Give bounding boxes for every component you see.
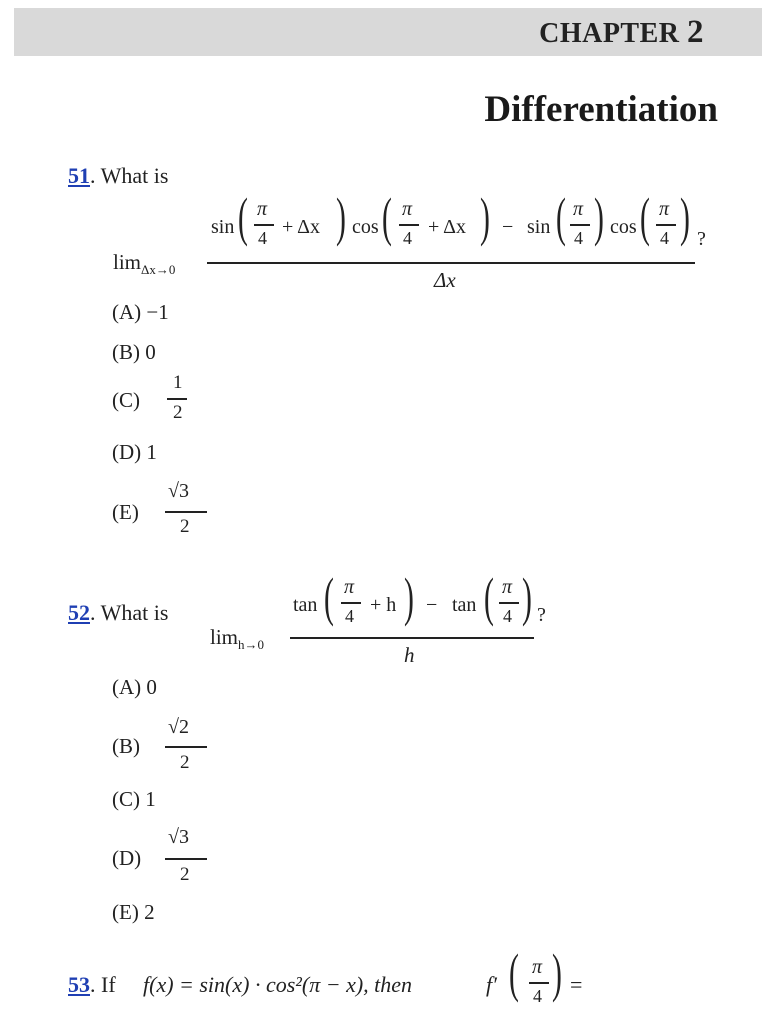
option-a[interactable]: (A) 0 [112, 675, 157, 699]
main-fraction-bar [207, 262, 695, 264]
limit-operator: $\lim_{\Delta x\to 0}$ [113, 250, 176, 278]
pi-symbol: π [402, 198, 413, 220]
denominator-four: 4 [403, 228, 412, 248]
question-prompt: What is [100, 600, 169, 625]
tan-function: tan [452, 594, 477, 616]
paren-right: ) [552, 943, 562, 1003]
paren-left: ( [556, 187, 566, 247]
option-b[interactable]: (B) 0 [112, 340, 156, 364]
plus-delta-x: + Δx [428, 216, 467, 238]
minus-sign: − [426, 594, 438, 616]
chapter-number: 2 [687, 14, 704, 50]
option-c[interactable]: (C) 1 [112, 787, 156, 811]
question-number-link[interactable]: 51 [68, 163, 90, 188]
option-e[interactable]: (E) [112, 500, 139, 524]
page-title: Differentiation [484, 89, 718, 130]
pi-symbol: π [344, 576, 355, 598]
paren-right: ) [404, 567, 414, 627]
option-d[interactable]: (D) 1 [112, 440, 157, 464]
fraction-bar [167, 398, 187, 400]
fraction-denominator: 2 [180, 752, 190, 773]
paren-left: ( [509, 943, 519, 1003]
f-prime: f′ [486, 972, 497, 997]
option-b[interactable]: (B) [112, 734, 140, 758]
fraction-bar [165, 511, 207, 513]
sin-function: sin [211, 216, 235, 238]
fraction-bar [341, 602, 361, 604]
limit-subscript: Δx→0 [141, 262, 176, 278]
denominator-four: 4 [258, 228, 267, 248]
question-mark: ? [697, 228, 706, 250]
fraction-denominator: 2 [180, 516, 190, 537]
cos-function: cos [610, 216, 637, 238]
equals-sign: = [570, 972, 583, 997]
question-prompt: If [101, 972, 116, 997]
fraction-numerator: √2 [168, 716, 189, 738]
paren-right: ) [336, 187, 346, 247]
fraction-bar [165, 858, 207, 860]
denominator-delta-x: Δx [434, 268, 456, 292]
denominator-four: 4 [345, 606, 354, 626]
paren-right: ) [594, 187, 604, 247]
cos-function: cos [352, 216, 379, 238]
fraction-bar [570, 224, 590, 226]
main-fraction-bar [290, 637, 534, 639]
fraction-bar [656, 224, 676, 226]
paren-left: ( [382, 187, 392, 247]
question-mark: ? [537, 604, 546, 626]
fraction-denominator: 2 [173, 402, 183, 423]
denominator-four: 4 [503, 606, 512, 626]
question-number-link[interactable]: 52 [68, 600, 90, 625]
option-a[interactable]: (A) −1 [112, 300, 169, 324]
fraction-bar [165, 746, 207, 748]
fraction-bar [399, 224, 419, 226]
denominator-four: 4 [574, 228, 583, 248]
pi-symbol: π [573, 198, 584, 220]
paren-left: ( [484, 567, 494, 627]
chapter-word: CHAPTER [539, 18, 680, 49]
fraction-numerator: 1 [173, 372, 183, 393]
fraction-bar [529, 982, 549, 984]
pi-symbol: π [659, 198, 670, 220]
limit-subscript: h→0 [238, 637, 265, 653]
question-prompt: What is [100, 163, 169, 188]
option-e[interactable]: (E) 2 [112, 900, 155, 924]
denominator-h: h [404, 643, 415, 667]
paren-right: ) [680, 187, 690, 247]
denominator-four: 4 [660, 228, 669, 248]
tan-function: tan [293, 594, 318, 616]
limit-operator: $\lim_{h\to 0}$ [210, 625, 265, 653]
question-number-link[interactable]: 53 [68, 972, 90, 997]
function-expression: f(x) = sin(x) · cos²(π − x), then [143, 972, 413, 997]
fraction-numerator: √3 [168, 480, 189, 502]
paren-left: ( [640, 187, 650, 247]
chapter-label [539, 14, 704, 51]
paren-left: ( [324, 567, 334, 627]
pi-symbol: π [532, 956, 543, 978]
fraction-bar [254, 224, 274, 226]
pi-symbol: π [502, 576, 513, 598]
paren-right: ) [522, 567, 532, 627]
denominator-four: 4 [533, 986, 542, 1006]
plus-h: + h [370, 594, 397, 616]
paren-right: ) [480, 187, 490, 247]
paren-left: ( [238, 187, 248, 247]
pi-symbol: π [257, 198, 268, 220]
plus-delta-x: + Δx [282, 216, 321, 238]
sin-function: sin [527, 216, 551, 238]
option-d[interactable]: (D) [112, 846, 142, 870]
option-c[interactable]: (C) [112, 388, 140, 412]
minus-sign: − [502, 216, 514, 238]
fraction-numerator: √3 [168, 826, 189, 848]
fraction-bar [499, 602, 519, 604]
fraction-denominator: 2 [180, 864, 190, 885]
